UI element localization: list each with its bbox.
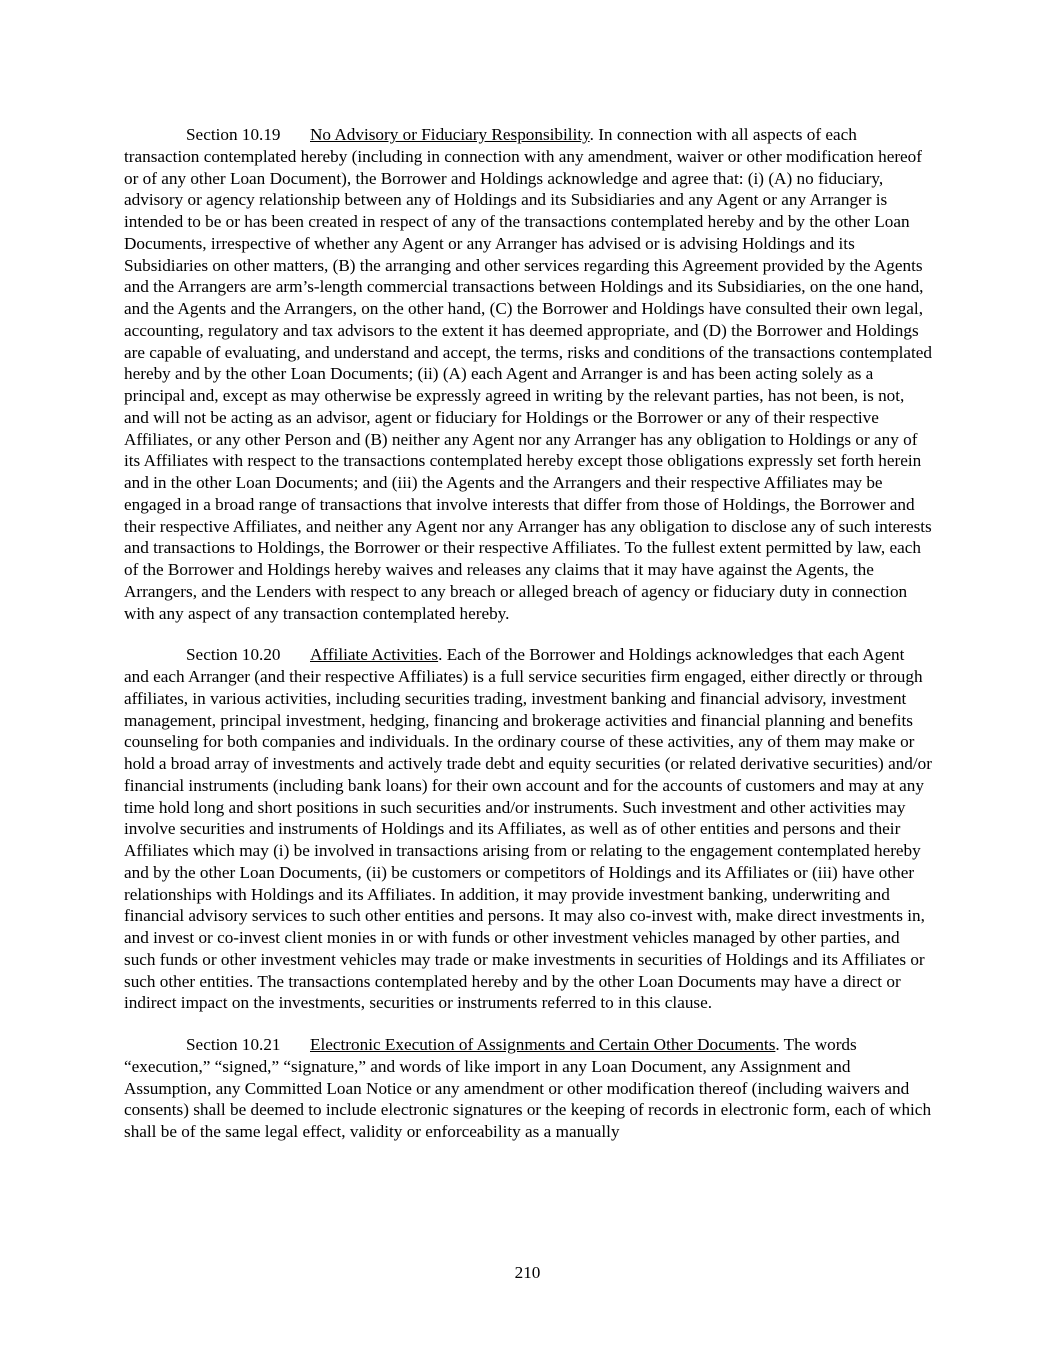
section-10-19 xyxy=(124,124,932,624)
section-number: Section 10.21 xyxy=(186,1035,281,1054)
section-body: . The words “execution,” “signed,” “signature,” and words of like import in any Loan Document, any Assignment and Assumption, any Committed Loan Notice or any amendment or other modification thereof (including waivers and consents) shall be deemed to include electronic signatures or the keeping of records in electronic form, each of which shall be of the same legal effect, validity or enforceability as a manually xyxy=(124,1035,932,1141)
section-number: Section 10.19 xyxy=(186,125,281,144)
section-10-21 xyxy=(124,1034,932,1143)
section-heading: Affiliate Activities xyxy=(310,645,439,665)
document-page xyxy=(124,124,932,1163)
section-body: . In connection with all aspects of each transaction contemplated hereby (including in connection with any amendment, waiver or other modification hereof or of any other Loan Document), the Borrower and Holdings acknowledge and agree that: (i) (A) no fiduciary, advisory or agency relationship between any of Holdings and its Subsidiaries and any Agent or any Arranger is intended to be or has been created in respect of any of the transactions contemplated hereby and by the other Loan Documents, irrespective of whether any Agent or any Arranger has advised or is advising Holdings and its Subsidiaries on other matters, (B) the arranging and other services regarding this Agreement provided by the Agents and the Arrangers are arm’s-length commercial transactions between Holdings and its Subsidiaries, on the one hand, and the Agents and the Arrangers, on the other hand, (C) the Borrower and Holdings have consulted their own legal, accounting, regulatory and tax advisors to the extent it has deemed appropriate, and (D) the Borrower and Holdings are capable of evaluating, and understand and accept, the terms, risks and conditions of the transactions contemplated hereby and by the other Loan Documents; (ii) (A) each Agent and Arranger is and has been acting solely as a principal and, except as may otherwise be expressly agreed in writing by the relevant parties, has not been, is not, and will not be acting as an advisor, agent or fiduciary for Holdings or the Borrower or any of their respective Affiliates, or any other Person and (B) neither any Agent nor any Arranger has any obligation to Holdings or any of its Affiliates with respect to the transactions contemplated hereby except those obligations expressly set forth herein and in the other Loan Documents; and (iii) the Agents and the Arrangers and their respective Affiliates may be engaged in a broad range of transactions that involve interests that differ from those of Holdings, the Borrower and their respective Affiliates, and neither any Agent nor any Arranger has any obligation to disclose any of such interests and transactions to Holdings, the Borrower or their respective Affiliates. To the fullest extent permitted by law, each of the Borrower and Holdings hereby waives and releases any claims that it may have against the Agents, the Arrangers, and the Lenders with respect to any breach or alleged breach of agency or fiduciary duty in connection with any aspect of any transaction contemplated hereby. xyxy=(124,125,933,623)
section-number: Section 10.20 xyxy=(186,645,281,665)
section-10-20 xyxy=(124,644,932,1014)
section-heading: No Advisory or Fiduciary Responsibility xyxy=(310,125,590,144)
section-body: . Each of the Borrower and Holdings acknowledges that each Agent and each Arranger (and their respective Affiliates) is a full service securities firm engaged, either directly or through affiliates, in various activities, including securities trading, investment banking and financial advisory, investment management, principal investment, hedging, financing and brokerage activities and financial planning and benefits counseling for both companies and individuals. In the ordinary course of these activities, any of them may make or hold a broad array of investments and actively trade debt and equity securities (or related derivative securities) and/or financial instruments (including bank loans) for their own account and for the accounts of customers and may at any time hold long and short positions in such securities and/or instruments. Such investment and other activities may involve securities and instruments of Holdings and its Affiliates, as well as of other entities and persons and their Affiliates which may (i) be involved in transactions arising from or relating to the engagement contemplated hereby and by the other Loan Documents, (ii) be customers or competitors of Holdings and its Affiliates or (iii) have other relationships with Holdings and its Affiliates. In addition, it may provide investment banking, underwriting and financial advisory services to such other entities and persons. It may also co-invest with, make direct investments in, and invest or co-invest client monies in or with funds or other investment vehicles managed by other parties, and such funds or other investment vehicles may trade or make investments in securities of Holdings and its Affiliates or such other entities. The transactions contemplated hereby and by the other Loan Documents may have a direct or indirect impact on the investments, securities or instruments referred to in this clause. xyxy=(124,645,932,1013)
page-number: 210 xyxy=(514,1263,541,1282)
section-heading: Electronic Execution of Assignments and Certain Other Documents xyxy=(310,1035,776,1054)
